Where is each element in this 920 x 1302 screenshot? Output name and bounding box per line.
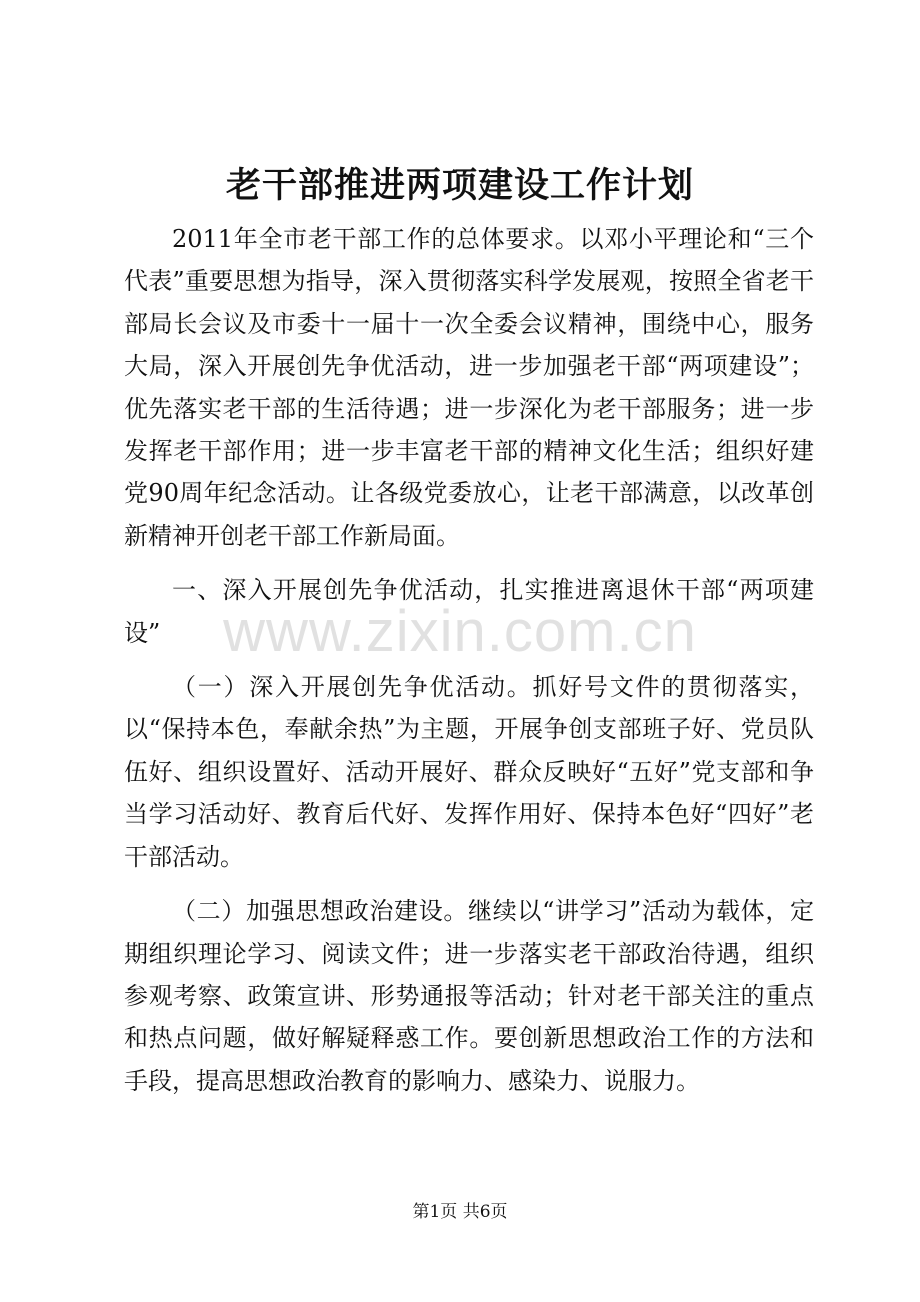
paragraph-subsection-1: （一）深入开展创先争优活动。抓好号文件的贯彻落实，以“保持本色，奉献余热”为主题，开展争创支部班子好、党员队伍好、组织设置好、活动开展好、群众反映好“五好”党支部和争当学习活动好、教育后代好、发挥作用好、保持本色好“四好”老干部活动。 [124, 673, 814, 871]
page-footer: 第1页 共6页 [412, 1202, 508, 1222]
watermark-text: www.zixin.com.cn [223, 599, 697, 664]
paragraph-subsection-2: （二）加强思想政治建设。继续以“讲学习”活动为载体，定期组织理论学习、阅读文件；进一步落实老干部政治待遇，组织参观考察、政策宣讲、形势通报等活动；针对老干部关注的重点和热点问题，做好解疑释惑工作。要创新思想政治工作的方法和手段，提高思想政治教育的影响力、感染力、说服力。 [124, 897, 814, 1095]
document-body [124, 218, 814, 1102]
document-title: 老干部推进两项建设工作计划 [225, 165, 694, 206]
paragraph-intro: 2011年全市老干部工作的总体要求。以邓小平理论和“三个代表”重要思想为指导，深入贯彻落实科学发展观，按照全省老干部局长会议及市委十一届十一次全委会议精神，围绕中心，服务大局，深入开展创先争优活动，进一步加强老干部“两项建设”；优先落实老干部的生活待遇；进一步深化为老干部服务；进一步发挥老干部作用；进一步丰富老干部的精神文化生活；组织好建党90周年纪念活动。让各级党委放心，让老干部满意，以改革创新精神开创老干部工作新局面。 [124, 225, 814, 550]
paragraph-section-heading: 一、深入开展创先争优活动，扎实推进离退休干部“两项建设” [124, 576, 814, 647]
